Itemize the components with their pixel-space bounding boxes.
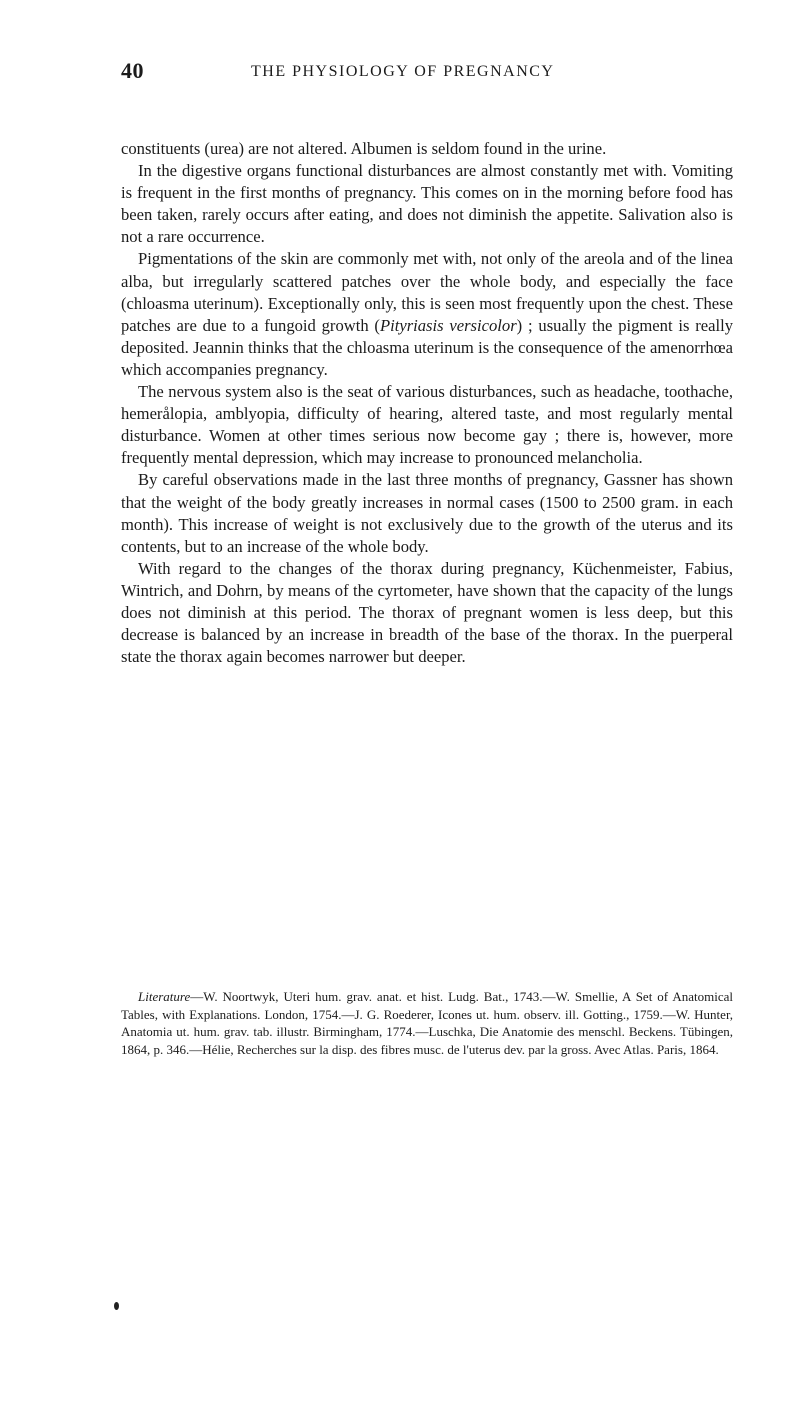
paragraph-urine: constituents (urea) are not altered. Albumen is seldom found in the urine. [121, 139, 607, 158]
literature-label: Literature [138, 989, 191, 1004]
pityriasis-term: Pityriasis versicolor [379, 315, 517, 335]
paragraph-nervous-system: The nervous system also is the seat of various disturbances, such as headache, toothache, hemerålopia, amblyopia, difficulty of hearing, altered taste, and most regularly mental disturbance. Women at other times serious now become gay ; there is, however, more frequently mental depression, which may increase to pronounced melancholia. [121, 382, 733, 468]
pigmentation-text-start: Pigmentations of the skin are commonly met with, not only of the areola and of the linea alba, but irregularly scattered patches over the whole body, and especially the face (chloasma uterinum). Exceptionally only, this is seen most frequently upon the chest. These patches are due to a fungoid growth ( [121, 249, 733, 335]
page-number: 40 [121, 58, 144, 83]
paragraph-pigmentation [121, 248, 733, 381]
running-title: THE PHYSIOLOGY OF PREGNANCY [251, 63, 555, 80]
body-text [121, 138, 733, 668]
literature-references [121, 988, 733, 1058]
literature-text: —W. Noortwyk, Uteri hum. grav. anat. et hist. Ludg. Bat., 1743.—W. Smellie, A Set of Anatomical Tables, with Explanations. London, 1754.—J. G. Roederer, Icones ut. hum. observ. ill. Gotting., 1759.—W. Hunter, Anatomia ut. hum. grav. tab. illustr. Birmingham, 1774.—Luschka, Die Anatomie des menschl. Beckens. Tübingen, 1864, p. 346.—Hélie, Recherches sur la disp. des fibres musc. de l'uterus dev. par la gross. Avec Atlas. Paris, 1864. [121, 989, 733, 1057]
pigmentation-text-end: ) ; usually the pigment is really deposited. Jeannin thinks that the chloasma uterinum is the consequence of the amenorrhœa which accompanies pregnancy. [121, 315, 734, 379]
ink-speck [114, 1302, 119, 1310]
page-header [121, 58, 731, 94]
paragraph-digestive: In the digestive organs functional disturbances are almost constantly met with. Vomiting is frequent in the first months of pregnancy. This comes on in the morning before food has been taken, rarely occurs after eating, and does not diminish the appetite. Salivation also is not a rare occurrence. [121, 161, 733, 247]
paragraph-thorax: With regard to the changes of the thorax during pregnancy, Küchenmeister, Fabius, Wintrich, and Dohrn, by means of the cyrtometer, have shown that the capacity of the lungs does not diminish at this period. The thorax of pregnant women is less deep, but this decrease is balanced by an increase in breadth of the base of the thorax. In the puerperal state the thorax again becomes narrower but deeper. [121, 558, 733, 667]
paragraph-body-weight: By careful observations made in the last three months of pregnancy, Gassner has shown that the weight of the body greatly increases in normal cases (1500 to 2500 gram. in each month). This increase of weight is not exclusively due to the growth of the uterus and its contents, but to an increase of the whole body. [121, 470, 733, 556]
